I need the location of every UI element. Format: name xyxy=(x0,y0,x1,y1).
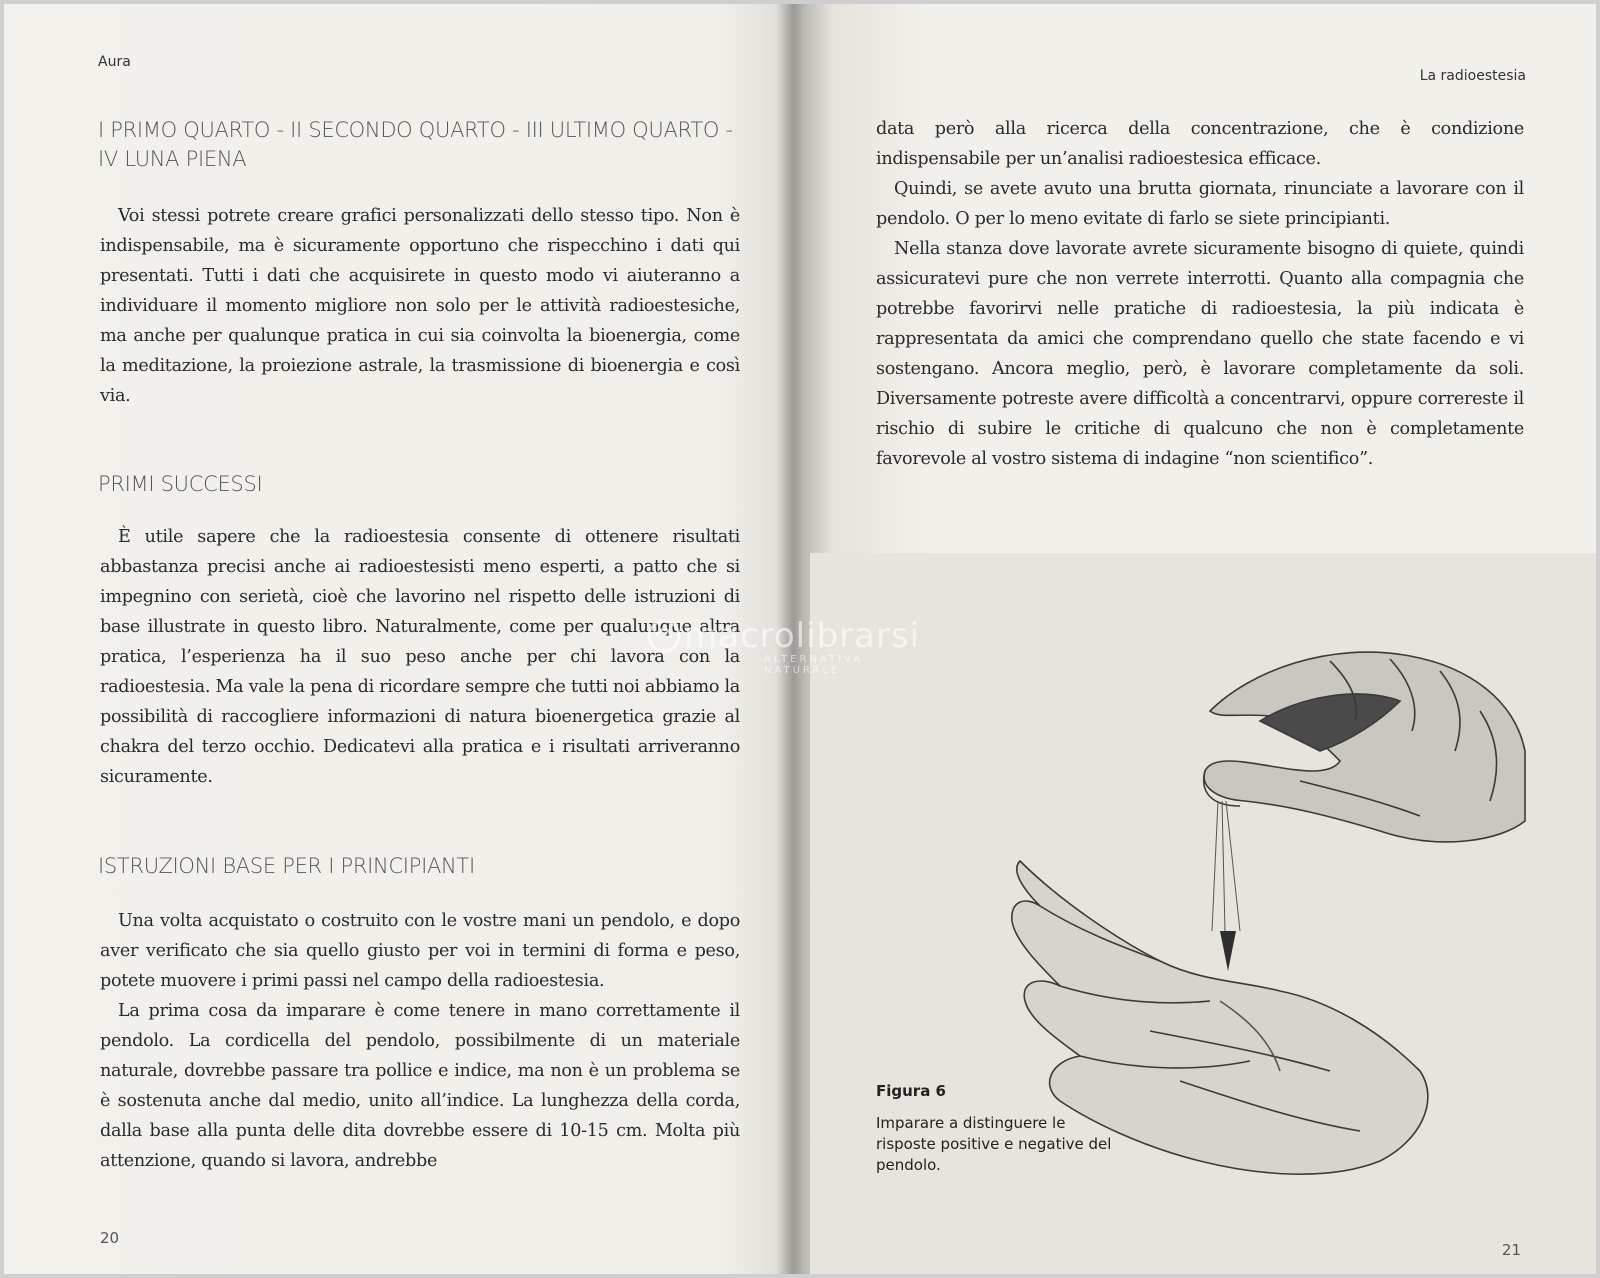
paragraph: È utile sapere che la radioestesia consente di ottenere risultati abbastanza precisi anche ai radioestesisti meno esperti, a patto che si impegnino con serietà, cioè che lavorino nel rispetto delle istruzioni di base illustrate in questo libro. Naturalmente, come per qualunque altra pratica, l’esperienza ha il suo peso anche per chi lavora con la radioestesia. Ma vale la pena di ricordare sempre che tutti noi abbiamo la possibilità di raccogliere informazioni di natura bioenergetica grazie al chakra del terzo occhio. Dedicatevi alla pratica e i risultati arriveranno sicuramente. xyxy=(100,527,740,787)
watermark-logo xyxy=(644,616,921,676)
section-title-istruzioni: ISTRUZIONI BASE PER I PRINCIPIANTI xyxy=(98,854,475,878)
running-head-right: La radioestesia xyxy=(1419,68,1526,84)
figure-6 xyxy=(810,553,1596,1274)
paragraph: Nella stanza dove lavorate avrete sicuramente bisogno di quiete, quindi assicuratevi pure che non verrete interrotti. Quanto alla compagnia che potrebbe favorirvi nelle pratiche di radioestesia, la più indicata è rappresentata da amici che comprendano quello che state facendo e vi sostengano. Ancora meglio, però, è lavorare completamente da soli. Diversamente potreste avere difficoltà a concentrarvi, oppure correreste il rischio di subire le critiche di qualcuno che non è completamente favorevole al vostro sistema di indagine “non scientifico”. xyxy=(876,239,1524,469)
figure-caption: Imparare a distinguere le risposte positive e negative del pendolo. xyxy=(876,1114,1112,1174)
page-number-left: 20 xyxy=(100,1229,120,1247)
book-spread xyxy=(4,4,1596,1274)
paragraph: data però alla ricerca della concentrazione, che è condizione indispensabile per un’analisi radioestesica efficace. xyxy=(876,119,1524,169)
right-page xyxy=(810,4,1596,1274)
upper-hand-drawing xyxy=(1204,652,1525,842)
running-head-left: Aura xyxy=(98,54,131,70)
paragraph: La prima cosa da imparare è come tenere in mano correttamente il pendolo. La cordicella del pendolo, possibilmente di un materiale naturale, dovrebbe passare tra pollice e indice, ma non è un problema se è sostenuta anche dal medio, unito all’indice. La lunghezza della corda, dalla base alla punta delle dita dovrebbe essere di 10-15 cm. Molta più attenzione, quando si lavora, andrebbe xyxy=(100,1001,740,1171)
figure-title: Figura 6 xyxy=(876,1082,946,1100)
section-title-primi-successi: PRIMI SUCCESSI xyxy=(98,472,263,496)
watermark-tagline: ALTERNATIVA NATURALE xyxy=(764,654,864,676)
pendulum-string xyxy=(1212,801,1240,931)
page-number-right: 21 xyxy=(1501,1241,1521,1259)
watermark-brand: macrolibrarsi xyxy=(684,616,921,656)
paragraph: Voi stessi potrete creare grafici personalizzati dello stesso tipo. Non è indispensabile, ma è sicuramente opportuno che rispecchino i dati qui presentati. Tutti i dati che acquisirete in questo modo vi aiuteranno a individuare il momento migliore non solo per le attività radioestesiche, ma anche per qualunque pratica in cui sia coinvolta la bioenergia, come la meditazione, la proiezione astrale, la trasmissione di bioenergia e così via. xyxy=(100,206,740,406)
section-title-moon-phases: I PRIMO QUARTO - II SECONDO QUARTO - III ULTIMO QUARTO - IV LUNA PIENA xyxy=(98,118,733,171)
paragraph: Quindi, se avete avuto una brutta giornata, rinunciate a lavorare con il pendolo. O per lo meno evitate di farlo se siete principianti. xyxy=(876,179,1524,229)
paragraph: Una volta acquistato o costruito con le vostre mani un pendolo, e dopo aver verificato che sia quello giusto per voi in termini di forma e peso, potete muovere i primi passi nel campo della radioestesia. xyxy=(100,911,740,991)
pendulum-bob xyxy=(1220,931,1236,971)
watermark-swirl-icon xyxy=(644,616,684,656)
